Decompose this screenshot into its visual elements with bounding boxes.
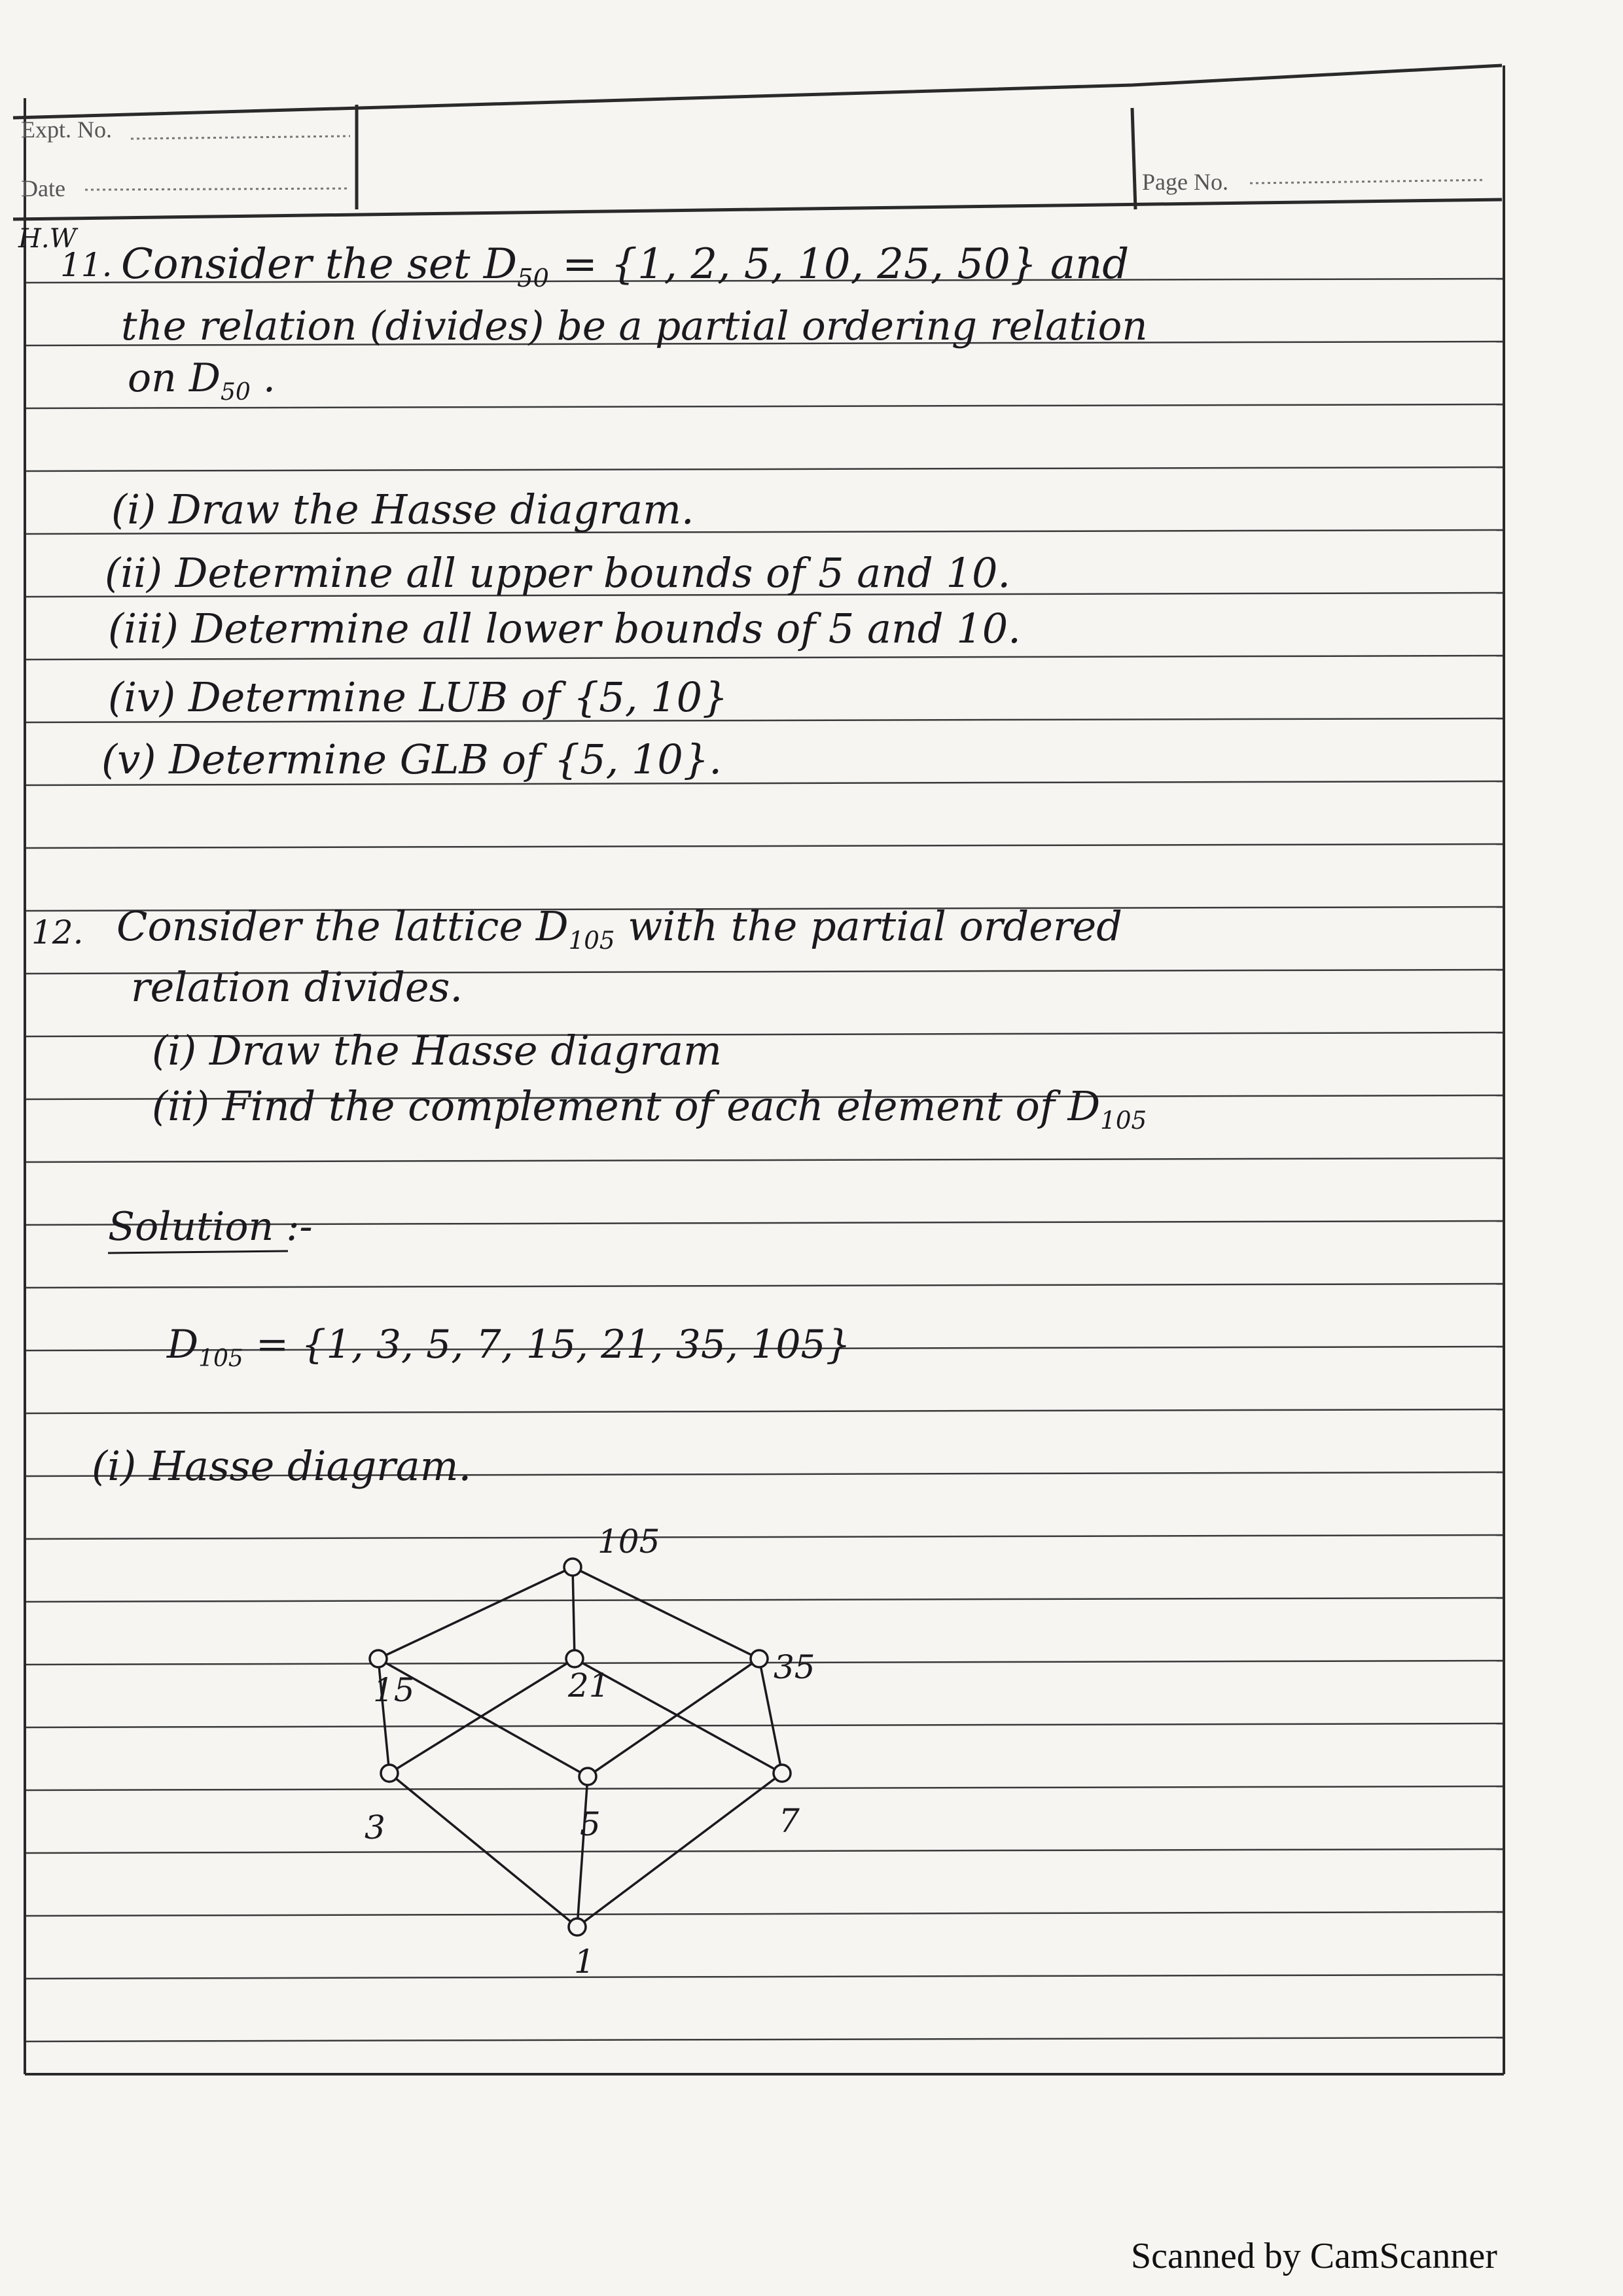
solution-heading: Solution :-: [108, 1204, 313, 1250]
hasse-node-35: [751, 1650, 768, 1667]
homework-note: H.W: [18, 224, 77, 254]
ruled-line: [25, 844, 1504, 848]
ruled-line: [25, 1409, 1504, 1413]
q12-part-2: [152, 1082, 1147, 1135]
hasse-node-15: [370, 1650, 387, 1667]
hasse-label-1: 1: [574, 1943, 595, 1981]
q12-line1: [116, 902, 1122, 955]
solution-underline: [108, 1251, 288, 1253]
ruled-line: [25, 1598, 1504, 1602]
q11-line1-text: Consider the set D: [121, 240, 518, 289]
q12-line1-text: Consider the lattice D: [116, 902, 569, 950]
hasse-label-5: 5: [580, 1805, 601, 1843]
q12-line2: relation divides.: [131, 963, 463, 1011]
q11-line3: [128, 355, 276, 406]
page-no-label: Page No.: [1142, 169, 1228, 195]
q11-line3-text: on D: [128, 355, 221, 401]
header-top-border: [13, 65, 1502, 118]
solution-set-lhs: D: [167, 1322, 199, 1368]
q12-part-2-text: (ii) Find the complement of each element of D: [152, 1082, 1101, 1130]
hasse-diagram: [365, 1523, 815, 1981]
hasse-edge-5-35: [588, 1659, 759, 1776]
hasse-heading: (i) Hasse diagram.: [92, 1442, 472, 1490]
q12-number: 12.: [31, 913, 84, 951]
hasse-edge-15-105: [378, 1567, 573, 1659]
ruled-line: [25, 656, 1504, 660]
hasse-edge-1-7: [577, 1773, 782, 1927]
q12-part-2-subscript: 105: [1100, 1106, 1147, 1135]
q12-part-1: (i) Draw the Hasse diagram: [152, 1027, 722, 1074]
ruled-line: [25, 1912, 1504, 1916]
ruled-line: [25, 1849, 1504, 1853]
hasse-label-7: 7: [779, 1802, 800, 1840]
ruled-line: [25, 1284, 1504, 1288]
ruled-line: [25, 1158, 1504, 1162]
header-bottom-border: [13, 200, 1502, 219]
q11-line1-subscript: 50: [517, 264, 549, 294]
hasse-edge-21-105: [573, 1567, 575, 1659]
date-dotted-line: [85, 188, 350, 190]
q11-part-5: (v) Determine GLB of {5, 10}.: [101, 735, 722, 783]
hasse-edge-1-3: [389, 1773, 577, 1927]
date-label: Date: [21, 175, 65, 202]
q12-line1-rest: with the partial ordered: [615, 902, 1122, 950]
hasse-label-15: 15: [373, 1671, 415, 1709]
q11-part-2: (ii) Determine all upper bounds of 5 and 10.: [105, 549, 1011, 597]
q11-part-3: (iii) Determine all lower bounds of 5 and 10.: [108, 605, 1021, 652]
page-no-dotted-line: [1250, 180, 1486, 183]
solution-set: [167, 1322, 851, 1372]
hasse-node-3: [381, 1765, 398, 1782]
q12-line1-subscript: 105: [568, 926, 615, 955]
expt-no-label: Expt. No.: [21, 116, 112, 143]
q11-part-1: (i) Draw the Hasse diagram.: [111, 486, 694, 533]
ruled-lines: [25, 279, 1504, 2041]
ruled-line: [25, 1535, 1504, 1539]
hasse-node-21: [566, 1650, 583, 1667]
hasse-node-5: [579, 1768, 596, 1785]
ruled-line: [25, 1723, 1504, 1727]
hasse-label-35: 35: [774, 1648, 815, 1686]
solution-set-rhs: = {1, 3, 5, 7, 15, 21, 35, 105}: [243, 1322, 851, 1368]
expt-no-dotted-line: [131, 136, 350, 139]
hasse-node-105: [564, 1559, 581, 1576]
q11-line1-rest: = {1, 2, 5, 10, 25, 50} and: [548, 240, 1130, 289]
q11-part-4: (iv) Determine LUB of {5, 10}: [108, 673, 728, 721]
hasse-edge-35-105: [573, 1567, 759, 1659]
ruled-line: [25, 2038, 1504, 2041]
q11-line1: [121, 240, 1130, 294]
q11-line3-subscript: 50: [220, 378, 251, 406]
ruled-line: [25, 467, 1504, 471]
header-box-divider-right: [1132, 108, 1135, 209]
hasse-label-21: 21: [568, 1667, 610, 1704]
hasse-label-3: 3: [365, 1809, 385, 1846]
hasse-node-1: [569, 1918, 586, 1935]
hasse-label-105: 105: [597, 1523, 660, 1561]
q11-number: 11.: [60, 246, 113, 284]
q11-line3-end: .: [250, 355, 276, 401]
camscanner-watermark: Scanned by CamScanner: [1131, 2236, 1497, 2276]
ruled-line: [25, 1975, 1504, 1979]
q11-line2: the relation (divides) be a partial ordering relation: [121, 303, 1148, 349]
hasse-node-7: [774, 1765, 791, 1782]
solution-set-subscript: 105: [198, 1345, 243, 1372]
